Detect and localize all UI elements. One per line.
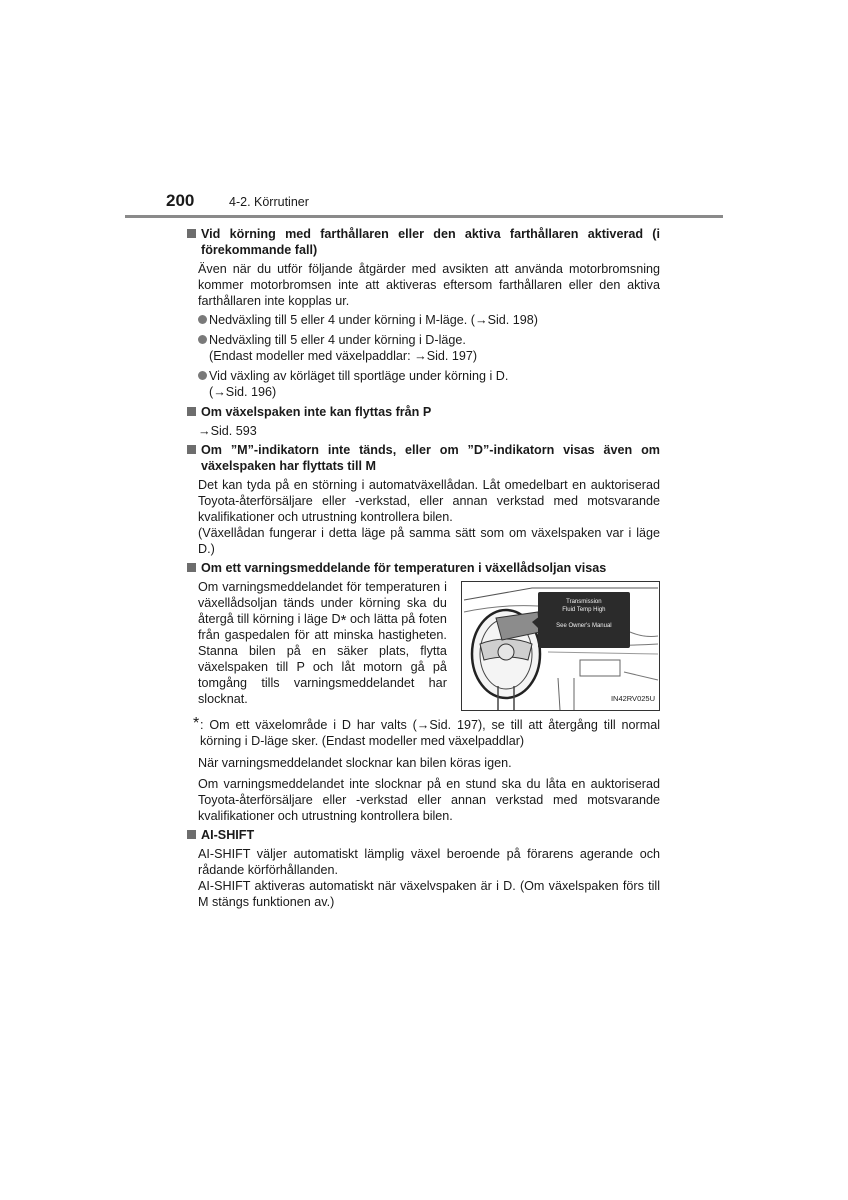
display-line: See Owner's Manual xyxy=(556,623,612,629)
display-line: Transmission xyxy=(566,599,602,605)
heading-text: Om växelspaken inte kan flyttas från P xyxy=(201,405,432,419)
warning-message-display xyxy=(538,592,630,648)
paragraph: AI-SHIFT aktiveras automatiskt när växelvspaken är i D. (Om växelspaken förs till M stängs funktionen av.) xyxy=(198,879,660,909)
warning-paragraph xyxy=(198,579,447,711)
section-m-indicator xyxy=(184,442,660,557)
warning-text-part: och lätta på foten från gaspedalen för att minska hastigheten. Stanna bilen på en säker plats, flytta växelspaken till P och låt motorn gå på tomgång tills varningsmeddelandet har slocknat. xyxy=(198,612,447,706)
section-heading xyxy=(184,404,660,420)
page-reference: →Sid. 593 xyxy=(198,424,257,438)
footnote-marker: * xyxy=(340,612,347,629)
section-heading xyxy=(184,226,660,258)
page-content xyxy=(184,226,660,913)
heading-text: Om ett varningsmeddelande för temperaturen i växellådsoljan visas xyxy=(201,561,607,575)
list-item-line: (→Sid. 196) xyxy=(209,385,277,399)
list-item-line: (Endast modeller med växelpaddlar: →Sid. 197) xyxy=(209,349,478,363)
square-bullet-icon xyxy=(187,445,196,454)
warning-text-part: Om varningsmeddelandet för temperaturen i växellådsoljan tänds under körning ska du återgå till körning i läge D xyxy=(198,580,447,626)
paragraph: Om varningsmeddelandet inte slocknar på en stund ska du låta en auktoriserad Toyota-återförsäljare eller -verkstad eller annan verkstad med motsvarande kvalifikationer och utrustning kontrollera bilen. xyxy=(198,777,660,823)
square-bullet-icon xyxy=(187,830,196,839)
list-item-text: Nedväxling till 5 eller 4 under körning i M-läge. (→Sid. 198) xyxy=(209,313,538,327)
page-number: 200 xyxy=(166,191,195,210)
heading-text: Om ”M”-indikatorn inte tänds, eller om ”D”-indikatorn visas även om växelspaken har flyttats till M xyxy=(201,443,660,473)
list-item xyxy=(198,312,660,328)
list-item xyxy=(198,368,660,400)
section-ai-shift xyxy=(184,827,660,910)
list-item-line: Vid växling av körläget till sportläge under körning i D. xyxy=(209,369,509,383)
list-item-text xyxy=(209,332,660,364)
square-bullet-icon xyxy=(187,229,196,238)
section-heading xyxy=(184,560,660,576)
list-item-text xyxy=(209,368,660,400)
section-heading xyxy=(184,827,660,843)
square-bullet-icon xyxy=(187,407,196,416)
section-cruise-control xyxy=(184,226,660,400)
square-bullet-icon xyxy=(187,563,196,572)
warning-block xyxy=(198,579,660,711)
display-line: Fluid Temp High xyxy=(562,607,606,613)
section-shift-lever-stuck xyxy=(184,404,660,439)
heading-text: Vid körning med farthållaren eller den aktiva farthållaren aktiverad (i förekommande fall) xyxy=(201,227,660,257)
section-fluid-temp-warning xyxy=(184,560,660,824)
paragraph: När varningsmeddelandet slocknar kan bilen köras igen. xyxy=(198,756,512,770)
footnote-text: : Om ett växelområde i D har valts (→Sid. 197), se till att återgång till normal körning i D-läge sker. (Endast modeller med växelpaddlar) xyxy=(200,718,660,748)
header-rule xyxy=(125,215,723,218)
paragraph: Det kan tyda på en störning i automatväxellådan. Låt omedelbart en auktoriserad Toyota-återförsäljare eller -verkstad, eller annan verkstad med motsvarande kvalifikationer och utrustning kontrollera bilen. xyxy=(198,478,660,524)
figure-code: IN42RV025U xyxy=(610,694,655,703)
round-bullet-icon xyxy=(198,335,207,344)
round-bullet-icon xyxy=(198,371,207,380)
chapter-title: 4-2. Körrutiner xyxy=(229,195,309,209)
round-bullet-icon xyxy=(198,315,207,324)
paragraph: Även när du utför följande åtgärder med avsikten att använda motorbromsning kommer motorbromsen inte att aktiveras eftersom farthållaren eller den aktiva farthållaren inte kopplas ur. xyxy=(198,262,660,308)
footnote xyxy=(193,717,660,749)
list-item xyxy=(198,332,660,364)
heading-text: AI-SHIFT xyxy=(201,828,255,842)
paragraph: (Växellådan fungerar i detta läge på samma sätt som om växelspaken var i läge D.) xyxy=(198,526,660,556)
section-heading xyxy=(184,442,660,474)
dashboard-illustration xyxy=(461,581,660,711)
paragraph: AI-SHIFT väljer automatiskt lämplig växel beroende på förarens agerande och rådande körförhållanden. xyxy=(198,847,660,877)
list-item-line: Nedväxling till 5 eller 4 under körning i D-läge. xyxy=(209,333,466,347)
footnote-marker: * xyxy=(193,715,200,732)
